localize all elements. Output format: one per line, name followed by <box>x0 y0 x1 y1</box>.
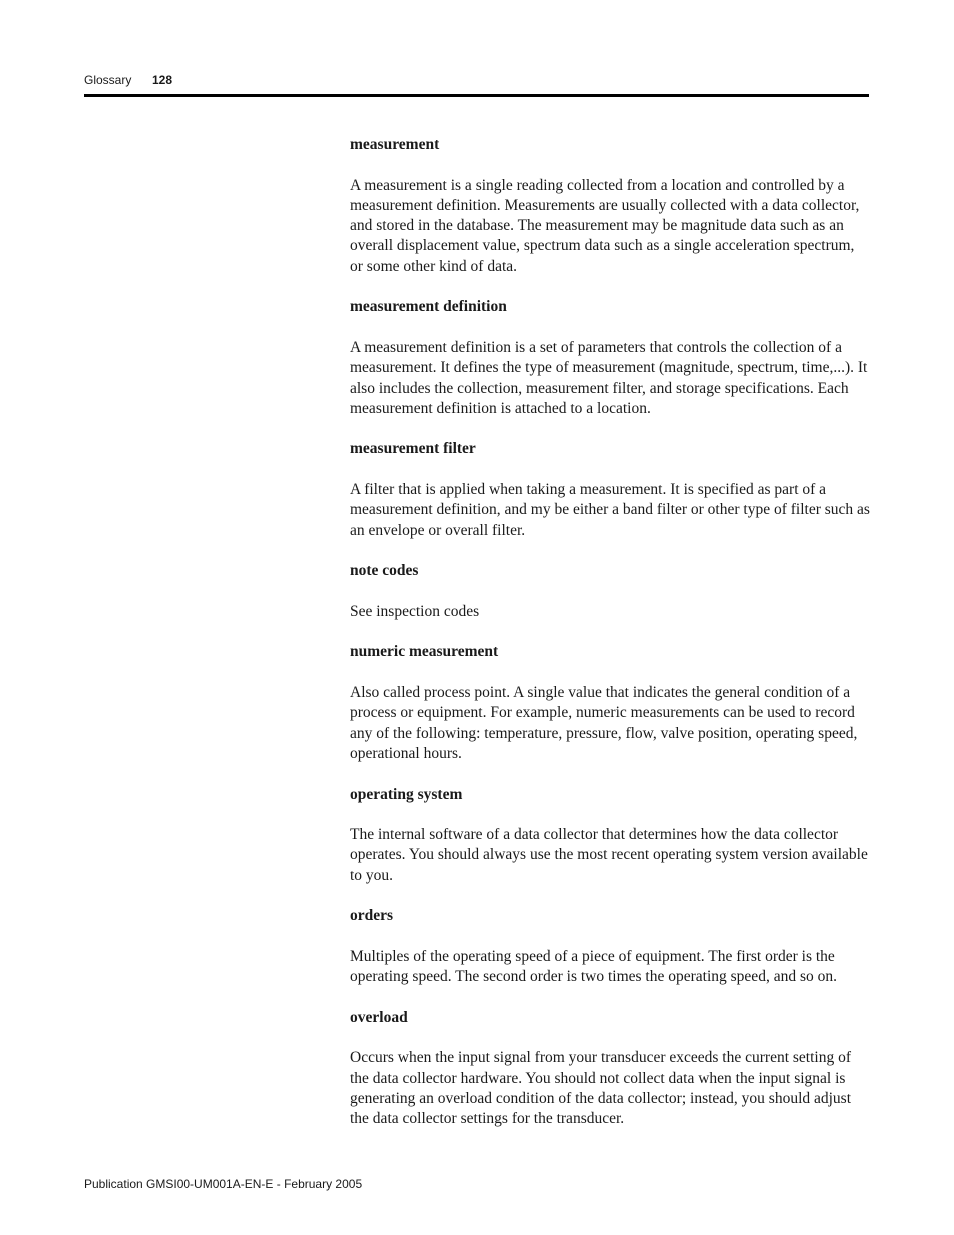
glossary-term: numeric measurement <box>350 643 499 661</box>
header-section-title: Glossary <box>84 73 132 87</box>
glossary-term: orders <box>350 907 394 925</box>
glossary-definition: A measurement is a single reading collected from a location and controlled by a measurement definition. Measurements are usually collected with a data collector, and stored in the database. The measurement may be magnitude data such as an overall displacement value, spectrum data such as a single acceleration spectrum, or some other kind of data. <box>350 176 860 275</box>
glossary-term: operating system <box>350 785 463 803</box>
glossary-entry <box>350 906 870 987</box>
glossary-definition: The internal software of a data collector that determines how the data collector operates. You should always use the most recent operating system version available to you. <box>350 826 868 884</box>
glossary-content <box>350 135 870 1150</box>
glossary-entry <box>350 561 870 622</box>
glossary-definition: Also called process point. A single value that indicates the general condition of a process or equipment. For example, numeric measurements can be used to record any of the following: temperature, pressure, flow, valve position, operating speed, operational hours. <box>350 684 858 762</box>
glossary-term: measurement <box>350 136 440 153</box>
header-page-number: 128 <box>152 73 173 87</box>
glossary-entry <box>350 297 870 419</box>
glossary-entry <box>350 439 870 540</box>
glossary-definition: A filter that is applied when taking a measurement. It is specified as part of a measurement definition, and my be either a band filter or other type of filter such as an envelope or overall filter. <box>350 481 870 539</box>
glossary-definition: Multiples of the operating speed of a piece of equipment. The first order is the operating speed. The second order is two times the operating speed, and so on. <box>350 947 837 986</box>
glossary-term: note codes <box>350 562 419 580</box>
header-divider <box>84 94 869 97</box>
glossary-entry <box>350 135 870 277</box>
page-footer: Publication GMSI00-UM001A-EN-E - February 2005 <box>84 1177 363 1191</box>
glossary-term: measurement filter <box>350 440 476 458</box>
glossary-definition: A measurement definition is a set of parameters that controls the collection of a measurement. It defines the type of measurement (magnitude, spectrum, time,...). It also includes the collection, measurement filter, and storage specifications. Each measurement definition is attached to a location. <box>350 338 868 417</box>
page-header <box>84 72 869 88</box>
glossary-definition: See inspection codes <box>350 602 480 620</box>
glossary-term: measurement definition <box>350 298 507 316</box>
glossary-entry <box>350 1008 870 1130</box>
glossary-definition: Occurs when the input signal from your transducer exceeds the current setting of the data collector hardware. You should not collect data when the input signal is generating an overload condition of the data collector; instead, you should adjust the data collector settings for the transducer. <box>350 1049 852 1128</box>
glossary-term: overload <box>350 1008 408 1026</box>
glossary-entry <box>350 642 870 764</box>
glossary-entry <box>350 785 870 886</box>
